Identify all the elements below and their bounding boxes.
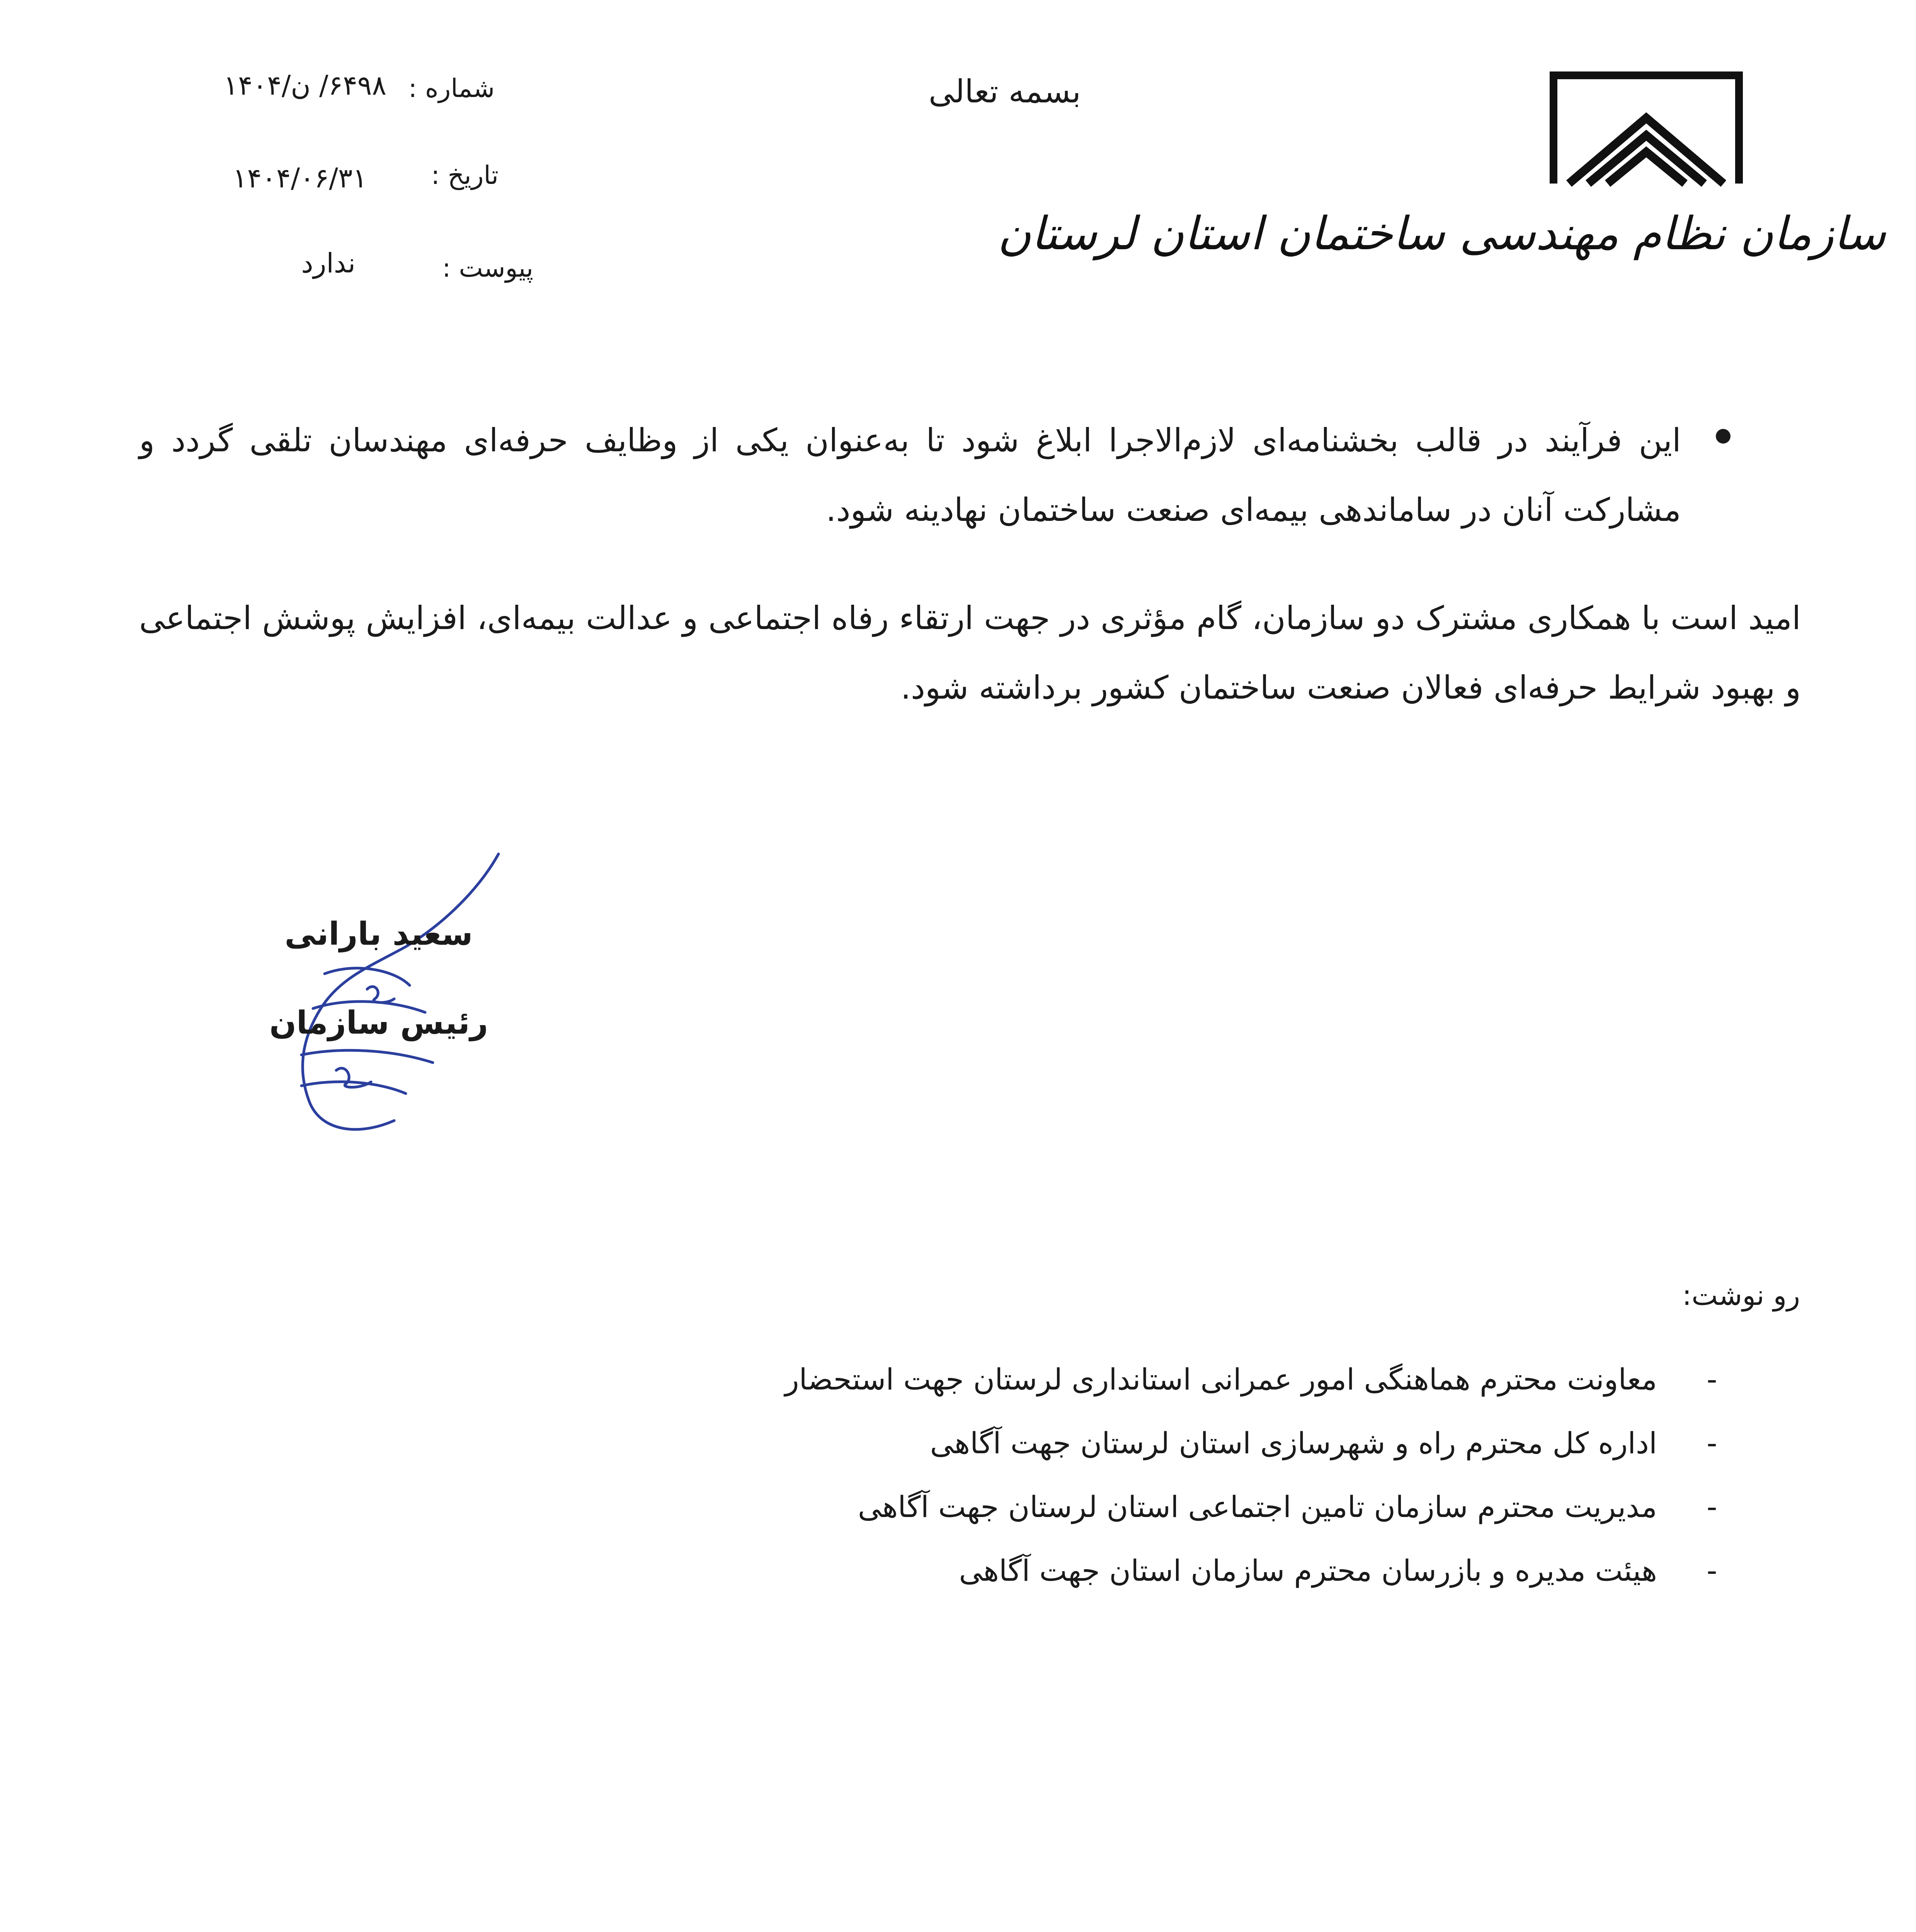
building-logo-icon <box>1546 68 1747 195</box>
cc-dash: - <box>1707 1553 1717 1588</box>
bullet-paragraph: این فرآیند در قالب بخشنامه‌ای لازم‌الاجرا ابلاغ شود تا به‌عنوان یکی از وظایف حرفه‌ای مهندسان تلقی گردد و مشارکت آنان در ساماندهی بیمه‌ای صنعت ساختمان نهادینه شود. <box>139 422 1681 529</box>
attachment-value: ندارد <box>301 247 356 279</box>
handwritten-signature <box>278 846 510 1144</box>
cc-dash: - <box>1707 1362 1717 1396</box>
cc-item: اداره کل محترم راه و شهرسازی استان لرستان جهت آگاهی <box>930 1426 1657 1460</box>
attachment-label: پیوست : <box>442 253 533 283</box>
cc-item: معاونت محترم هماهنگی امور عمرانی استانداری لرستان جهت استحضار <box>784 1362 1657 1396</box>
bullet-icon <box>1716 429 1731 444</box>
letter-date-value: ۱۴۰۴/۰۶/۳۱ <box>233 162 367 194</box>
signatory-name: سعید بارانی <box>284 916 473 952</box>
cc-dash: - <box>1707 1426 1717 1460</box>
cc-item: هیئت مدیره و بازرسان محترم سازمان استان جهت آگاهی <box>959 1553 1657 1588</box>
signatory-title: رئیس سازمان <box>269 1005 488 1041</box>
organization-name: سازمان نظام مهندسی ساختمان استان لرستان <box>997 207 1886 260</box>
closing-paragraph: امید است با همکاری مشترک دو سازمان، گام مؤثری در جهت ارتقاء رفاه اجتماعی و عدالت بیمه‌ای، افزایش پوشش اجتماعی و بهبود شرایط حرفه‌ای فعالان صنعت ساختمان کشور برداشته شود. <box>139 599 1801 706</box>
cc-heading: رو نوشت: <box>1682 1279 1800 1311</box>
letter-number-value: ۶۴۹۸/ ن/۱۴۰۴ <box>223 70 386 101</box>
bismillah-heading: بسمه تعالی <box>928 73 1081 110</box>
cc-dash: - <box>1707 1490 1717 1524</box>
letter-number-label: شماره : <box>408 73 495 103</box>
letter-date-label: تاریخ : <box>431 160 499 190</box>
cc-item: مدیریت محترم سازمان تامین اجتماعی استان لرستان جهت آگاهی <box>858 1490 1657 1524</box>
